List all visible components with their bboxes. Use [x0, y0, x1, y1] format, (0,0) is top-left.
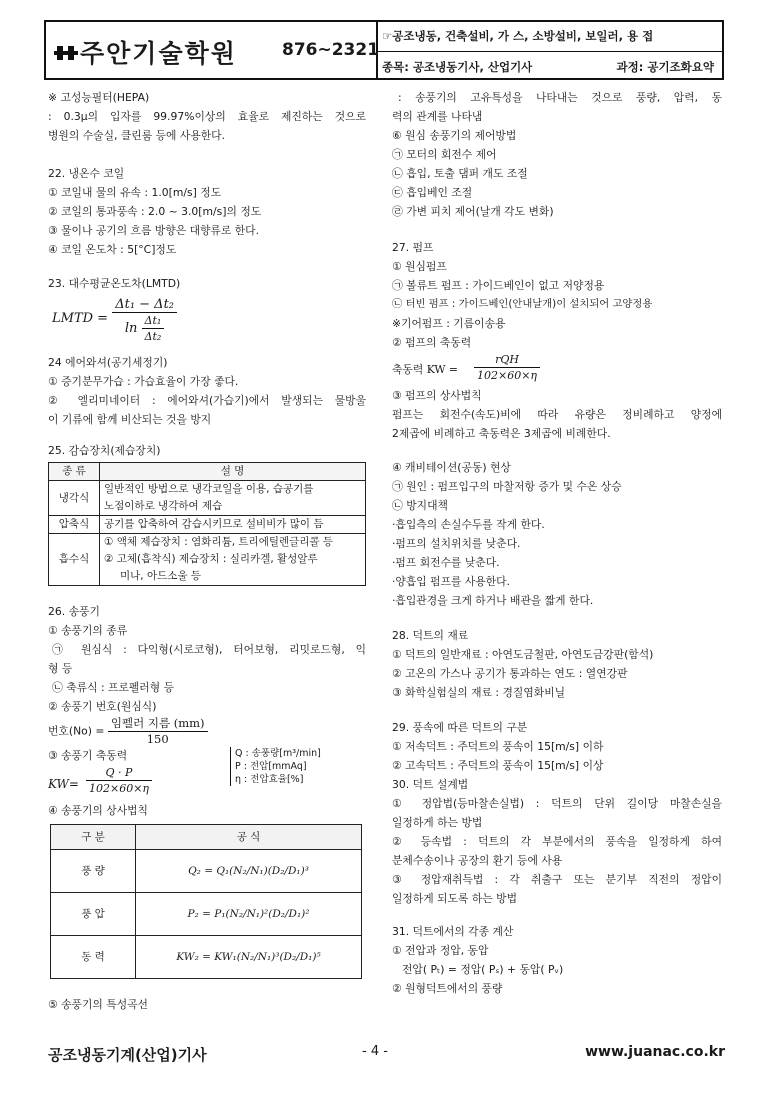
- table-cell-kind: 동 력: [51, 936, 136, 979]
- fan-power-denominator: 102×60×η: [89, 782, 150, 795]
- list-item: ㉠ 모터의 회전수 제어: [392, 148, 497, 161]
- list-item: ① 전압과 정압, 동압: [392, 944, 489, 957]
- list-item: ⑤ 송풍기의 특성곡선: [48, 998, 148, 1011]
- table-cell-kind: 냉각식: [49, 481, 100, 516]
- course-info: [378, 20, 724, 80]
- list-item: ④ 코일 온도차 : 5[°C]정도: [48, 243, 177, 256]
- course-jongmok: 종목: 공조냉동기사, 산업기사: [382, 60, 533, 74]
- list-item: ① 송풍기의 종류: [48, 624, 128, 637]
- table-cell-kind: 압축식: [49, 516, 100, 534]
- list-item: ㉡ 축류식 : 프로펠러형 등: [52, 681, 175, 694]
- desc-line: 일반적인 방법으로 냉각코일을 이용, 습공기를: [104, 483, 314, 495]
- academy-emblem-icon: [54, 42, 80, 64]
- list-item: ① 저속덕트 : 주덕트의 풍속이 15[m/s] 이하: [392, 740, 604, 753]
- course-title: 과정: 공기조화요약: [616, 60, 714, 74]
- list-item: ① 덕트의 일반재료 : 아연도금철판, 아연도금강판(함석): [392, 648, 654, 661]
- section-31-title: 31. 덕트에서의 각종 계산: [392, 925, 514, 938]
- fan-similarity-table: [50, 824, 362, 979]
- legend-line: P : 전압[mmAq]: [235, 761, 307, 772]
- section-30-title: 30. 덕트 설계법: [392, 778, 469, 791]
- list-item: ㉣ 가변 피치 제어(날개 각도 변화): [392, 205, 554, 218]
- fan-power-fraction: [86, 765, 152, 796]
- list-item: ㉠ 볼류트 펌프 : 가이드베인이 없고 저양정용: [392, 279, 605, 292]
- ln-label: ln: [124, 321, 138, 336]
- list-item: ① 증기분무가습 : 가습효율이 가장 좋다.: [48, 375, 239, 388]
- inner-denominator: Δt₂: [144, 330, 162, 343]
- section-28-title: 28. 덕트의 재료: [392, 629, 469, 642]
- table-row: [51, 850, 362, 893]
- table-cell-kind: 흡수식: [49, 534, 100, 586]
- desc-line: 노점이하로 냉각하여 제습: [104, 500, 223, 512]
- footer-url: www.juanac.co.kr: [585, 1044, 725, 1060]
- table-cell-kind: 풍 압: [51, 893, 136, 936]
- footer-title: 공조냉동기계(산업)기사: [48, 1046, 207, 1064]
- paragraph-line: ③ 정압재취득법 : 각 취출구 또는 분기부 직전의 정압이: [392, 873, 722, 886]
- paragraph-line: 분체수송이나 공장의 환기 등에 사용: [392, 854, 563, 867]
- list-item: ② 송풍기 번호(원심식): [48, 700, 157, 713]
- hepa-title: ※ 고성능필터(HEPA): [48, 91, 150, 104]
- fan-number-numerator: 임펠러 지름 (mm): [108, 716, 208, 732]
- table-cell-formula: P₂ = P₁(N₂/N₁)²(D₂/D₁)²: [136, 893, 362, 936]
- list-item: ② 원형덕트에서의 풍량: [392, 982, 503, 995]
- lmtd-lhs: LMTD =: [52, 311, 109, 326]
- page-header: [44, 20, 724, 82]
- fan-power-lhs: KW=: [48, 777, 79, 791]
- academy-logo: [54, 34, 237, 70]
- academy-name: 주안기술학원: [80, 39, 237, 68]
- table-cell-kind: 풍 량: [51, 850, 136, 893]
- page-number: - 4 -: [362, 1044, 388, 1059]
- list-item: ② 코일의 통과풍속 : 2.0 ~ 3.0[m/s]의 정도: [48, 205, 262, 218]
- table-cell-formula: KW₂ = KW₁(N₂/N₁)³(D₂/D₁)⁵: [136, 936, 362, 979]
- list-item: ㉠ 원인 : 펌프입구의 마찰저항 증가 및 수온 상승: [392, 480, 622, 493]
- paragraph-line: ① 정압법(등마찰손실법) : 덕트의 단위 길이당 마찰손실을: [392, 797, 722, 810]
- paragraph-line: 일정하게 되도록 하는 방법: [392, 892, 518, 905]
- academy-banner: [44, 20, 378, 80]
- section-27-title: 27. 펌프: [392, 241, 434, 254]
- list-item: ③ 송풍기 축동력: [48, 749, 128, 762]
- list-item: ㉡ 터빈 펌프 : 가이드베인(안내날개)이 설치되어 고양정용: [392, 298, 653, 310]
- desc-line: ② 고체(흡착식) 제습장치 : 실리카겔, 활성알루: [104, 553, 318, 565]
- fan-number-lhs: 번호(No) =: [48, 724, 105, 738]
- paragraph-line: 일정하게 하는 방법: [392, 816, 483, 829]
- fan-number-formula: [48, 716, 366, 744]
- desc-line: 공기를 압축하여 감습시키므로 설비비가 많이 듬: [104, 518, 324, 530]
- section-26-title: 26. 송풍기: [48, 605, 100, 618]
- list-item: ② 펌프의 축동력: [392, 336, 472, 349]
- table-row: [49, 481, 366, 516]
- pump-power-formula: [392, 352, 722, 386]
- table-row: [49, 534, 366, 586]
- table-header-cell: 설 명: [100, 463, 366, 481]
- list-item: ※기어펌프 : 기름이송용: [392, 317, 506, 330]
- lmtd-denominator: [112, 313, 177, 344]
- table-cell-formula: Q₂ = Q₁(N₂/N₁)(D₂/D₁)³: [136, 850, 362, 893]
- table-header-cell: 구 분: [51, 825, 136, 850]
- table-row: [49, 516, 366, 534]
- inner-numerator: Δt₁: [142, 313, 165, 329]
- desc-line: 미나, 아드소울 등: [120, 570, 202, 582]
- list-item: ④ 송풍기의 상사법칙: [48, 804, 148, 817]
- section-29-title: 29. 풍속에 따른 덕트의 구분: [392, 721, 528, 734]
- fan-number-denominator: 150: [146, 732, 169, 746]
- list-item: ㉢ 흡입베인 조절: [392, 186, 473, 199]
- table-header-cell: 종 류: [49, 463, 100, 481]
- formula-line: 전압( Pₜ) = 정압( Pₛ) + 동압( Pᵥ): [402, 963, 564, 976]
- table-cell-desc: [100, 534, 366, 586]
- table-cell-desc: [100, 481, 366, 516]
- paragraph-line: 력의 관계를 나타냄: [392, 110, 483, 123]
- list-item: ① 원심펌프: [392, 260, 447, 273]
- list-item: ·흡입관경을 크게 하거나 배관을 짧게 한다.: [392, 594, 594, 607]
- paragraph-line: ② 등속법 : 덕트의 각 부분에서의 풍속을 일정하게 하여: [392, 835, 722, 848]
- pump-power-lhs: 축동력 KW =: [392, 363, 458, 376]
- list-item: ㉡ 방지대책: [392, 499, 448, 512]
- paragraph-line: 2제곱에 비례하고 축동력은 3제곱에 비례한다.: [392, 427, 611, 440]
- fan-power-numerator: Q · P: [86, 765, 152, 781]
- list-item: ③ 펌프의 상사법칙: [392, 389, 482, 402]
- table-header: [49, 463, 366, 481]
- hepa-text-2: 병원의 수술실, 클린룸 등에 사용한다.: [48, 129, 226, 142]
- dehumidifier-table: [48, 462, 366, 586]
- left-column: [48, 88, 366, 1014]
- table-header: [51, 825, 362, 850]
- list-item: ·펌프 회전수를 낮춘다.: [392, 556, 500, 569]
- pump-power-fraction: [474, 352, 540, 383]
- paragraph-line: : 송풍기의 고유특성을 나타내는 것으로 풍량, 압력, 동: [398, 91, 722, 104]
- hepa-text-1: : 0.3μ의 입자를 99.97%이상의 효율로 제진하는 것으로: [48, 110, 366, 123]
- list-item: ② 고온의 가스나 공기가 통과하는 연도 : 열연강판: [392, 667, 628, 680]
- lmtd-numerator: Δt₁ − Δt₂: [112, 297, 177, 313]
- pump-power-denominator: 102×60×η: [477, 369, 538, 382]
- right-column: [392, 88, 722, 998]
- legend-line: Q : 송풍량[m³/min]: [235, 748, 321, 759]
- section-22-title: 22. 냉온수 코일: [48, 167, 125, 180]
- table-cell-desc: [100, 516, 366, 534]
- paragraph-line: 펌프는 회전수(속도)비에 따라 유량은 정비례하고 양정에: [392, 408, 722, 421]
- section-24-title: 24 에어와셔(공기세정기): [48, 356, 168, 369]
- academy-phone: 876~2321: [282, 40, 380, 60]
- lmtd-inner-fraction: [142, 313, 165, 344]
- section-25-title: 25. 감습장치(제습장치): [48, 444, 161, 457]
- fan-power-legend: [230, 747, 321, 786]
- table-header-cell: 공 식: [136, 825, 362, 850]
- list-item: ㉠ 원심식 : 다익형(시로코형), 터어보형, 리밋로드형, 익: [52, 643, 366, 656]
- list-item: ㉡ 흡입, 토출 댐퍼 개도 조절: [392, 167, 528, 180]
- list-item: ② 고속덕트 : 주덕트의 풍속이 15[m/s] 이상: [392, 759, 604, 772]
- legend-line: η : 전압효율[%]: [235, 774, 304, 785]
- course-fields: ☞공조냉동, 건축설비, 가 스, 소방설비, 보일러, 용 접: [382, 29, 654, 43]
- list-item: ④ 캐비테이션(공동) 현상: [392, 461, 511, 474]
- list-item: ·흡입측의 손실수두를 작게 한다.: [392, 518, 545, 531]
- list-item: ·양흡입 펌프를 사용한다.: [392, 575, 511, 588]
- section-23-title: 23. 대수평균온도차(LMTD): [48, 277, 181, 290]
- pump-power-numerator: rQH: [474, 352, 540, 368]
- list-item: ① 코일내 물의 유속 : 1.0[m/s] 정도: [48, 186, 222, 199]
- list-item: ⑥ 원심 송풍기의 제어방법: [392, 129, 517, 142]
- lmtd-fraction: [112, 297, 177, 344]
- table-row: [51, 893, 362, 936]
- table-row: [51, 936, 362, 979]
- list-item: ② 엘리미네이터 : 에어와셔(가습기)에서 발생되는 물방울: [48, 394, 366, 407]
- divider: [378, 51, 722, 52]
- lmtd-formula: [48, 293, 366, 349]
- list-item: ③ 물이나 공기의 흐름 방향은 대향류로 한다.: [48, 224, 260, 237]
- list-item: ③ 화학실험실의 재료 : 경질염화비닐: [392, 686, 566, 699]
- list-item: ·펌프의 설치위치를 낮춘다.: [392, 537, 521, 550]
- desc-line: ① 액체 제습장치 : 염화리튬, 트리에틸렌글리콜 등: [104, 536, 334, 548]
- list-item: 이 기류에 함께 비산되는 것을 방지: [48, 413, 212, 426]
- list-item: 형 등: [48, 662, 73, 675]
- fan-number-fraction: [108, 716, 208, 747]
